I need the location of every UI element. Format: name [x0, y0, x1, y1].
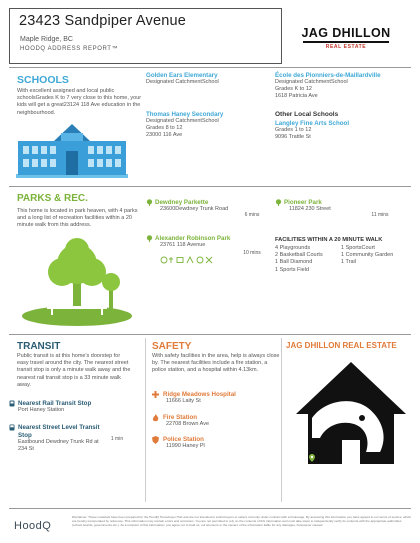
other-schools-heading: Other Local Schools [275, 111, 339, 118]
park-address: 23761 118 Avenue [160, 242, 206, 248]
address-title: 23423 Sandpiper Avenue [19, 13, 187, 29]
other-schools [275, 111, 413, 141]
safety-heading: SAFETY [152, 341, 192, 352]
schools-heading: SCHOOLS [17, 74, 69, 86]
facility-item: 1 Trail [341, 259, 356, 266]
divider [9, 334, 411, 335]
school-name[interactable]: Langley Fine Arts School [275, 120, 350, 127]
park-name[interactable]: Alexander Robinson Park [155, 235, 231, 242]
park-address: 23600Dewdney Trunk Road [160, 206, 229, 212]
park-name[interactable]: Dewdney Parkette [155, 199, 209, 206]
bus-icon [9, 424, 15, 432]
school-card[interactable] [146, 111, 266, 140]
column-divider [145, 338, 146, 502]
street-stop-card[interactable] [9, 424, 109, 453]
park-illustration [17, 236, 137, 326]
transit-description: Public transit is at this home's doorstep for easy travel around the city. The nearest street transit stop is only a minute walk away and the nearest rail transit stop is a 33 minute walk away. [17, 353, 131, 388]
safety-card[interactable] [152, 391, 280, 405]
walk-time: 11 mins [371, 212, 389, 218]
facilities-col2 [341, 245, 411, 274]
hospital-icon [152, 391, 159, 398]
safety-card[interactable] [152, 436, 280, 450]
facility-item: 1 SportsCourt [341, 245, 375, 251]
school-building-illustration [14, 121, 130, 179]
divider [9, 186, 411, 187]
school-address: 1618 Patricia Ave [275, 93, 318, 100]
school-type: Designated CatchmentSchool [146, 79, 219, 85]
train-icon [9, 400, 15, 408]
street-stop-name[interactable]: Eastbound Dewdney Trunk Rd at 234 St [18, 439, 99, 453]
tree-icon [146, 235, 153, 242]
facility-item: 2 Basketball Courts [275, 252, 323, 259]
safety-address: 11990 Haney Pl [166, 443, 205, 449]
hoodq-logo: HoodQ [14, 520, 52, 532]
facility-item: 1 Community Garden [341, 252, 394, 259]
map-pin-icon[interactable] [309, 454, 315, 462]
schools-description: With excellent assigned and local public schoolsGrades K to 7 very close to this home, your kids will get a great23124 118 Ave education in the neighbourhood. [17, 88, 142, 116]
rail-stop-name[interactable]: Port Haney Station [18, 407, 65, 413]
tree-icon [146, 199, 153, 206]
rail-stop-title: Nearest Rail Transit Stop [18, 400, 92, 407]
safety-address: 11666 Laity St [166, 398, 201, 404]
school-grades: Grades K to 12 [275, 86, 312, 93]
facilities-col1 [275, 245, 341, 274]
park-name[interactable]: Pioneer Park [284, 199, 322, 206]
rail-stop-card[interactable] [9, 400, 129, 414]
tree-icon [275, 199, 282, 206]
school-name[interactable]: Golden Ears Elementary [146, 72, 218, 79]
report-label: HOODQ ADDRESS REPORT™ [20, 46, 119, 52]
safety-name[interactable]: Police Station [163, 436, 204, 443]
amenity-icon-row [160, 256, 220, 264]
safety-name[interactable]: Ridge Meadows Hospital [163, 391, 236, 398]
brand-logo-sub: REAL ESTATE [325, 44, 367, 50]
school-card[interactable] [146, 72, 266, 86]
parks-heading: PARKS & REC. [17, 193, 88, 204]
fire-icon [152, 414, 159, 422]
school-grades: Grades 1 to 12 [275, 127, 312, 133]
police-badge-icon [152, 436, 159, 444]
school-card[interactable] [275, 72, 413, 101]
divider [9, 67, 411, 68]
school-name[interactable]: Thomas Haney Secondary [146, 111, 224, 118]
safety-name[interactable]: Fire Station [163, 414, 198, 421]
facility-item: 1 Ball Diamond [275, 259, 313, 266]
walk-time: 10 mins [243, 250, 261, 256]
facility-item: 4 Playgrounds [275, 245, 311, 251]
safety-address: 22708 Brown Ave [166, 421, 210, 427]
divider [9, 508, 411, 509]
walk-time: 1 min [110, 436, 124, 442]
city-label: Maple Ridge, BC [20, 36, 73, 43]
park-address: 11824 230 Street [289, 206, 331, 212]
school-type: Designated CatchmentSchool [275, 79, 348, 85]
facilities-heading: FACILITIES WITHIN A 20 MINUTE WALK [275, 237, 383, 243]
safety-card[interactable] [152, 414, 280, 428]
brand-logo-rule [303, 41, 389, 43]
walk-time: 6 mins [244, 212, 260, 218]
transit-heading: TRANSIT [17, 341, 61, 352]
school-address: 9096 Trattle St [275, 134, 311, 141]
street-stop-title: Nearest Street Level Transit Stop [18, 424, 100, 439]
school-name[interactable]: École des Pionniers-de-Maillardville [275, 72, 381, 79]
safety-description: With safety facilities in the area, help is always close by. The nearest facilities include a fire station, a police station, and a hospital within 4.13km. [152, 353, 280, 374]
facilities-panel [275, 237, 415, 274]
agent-heading: JAG DHILLON REAL ESTATE [286, 341, 397, 350]
disclaimer: Disclaimer: These materials have been prepared for the HoodQ Homebuyer Hub and are not intended to solicit buyers or sellers currently under contract with a brokerage. By accessing this information you have agreed to our terms of service, which are hereby incorporated by reference. This information may contain errors and omissions. You are not permitted to rely on the contents of this information and must take steps to independently verify its contents with the appropriate authorities (school boards, governments etc.). As a recipient of this information, you agree not to hold us, our licensors or the owners of the information liable for any damages, howsoever caused. [72, 515, 412, 527]
facility-item: 1 Sports Field [275, 266, 309, 273]
school-address: 23000 116 Ave [146, 132, 183, 139]
school-grades: Grades 8 to 12 [146, 125, 183, 132]
school-type: Designated CatchmentSchool [146, 118, 219, 124]
parks-description: This home is located in park heaven, with 4 parks and a long list of recreation facilities within a 20 minute walk from this address. [17, 208, 138, 229]
brand-logo-name: JAG DHILLON [301, 26, 391, 40]
